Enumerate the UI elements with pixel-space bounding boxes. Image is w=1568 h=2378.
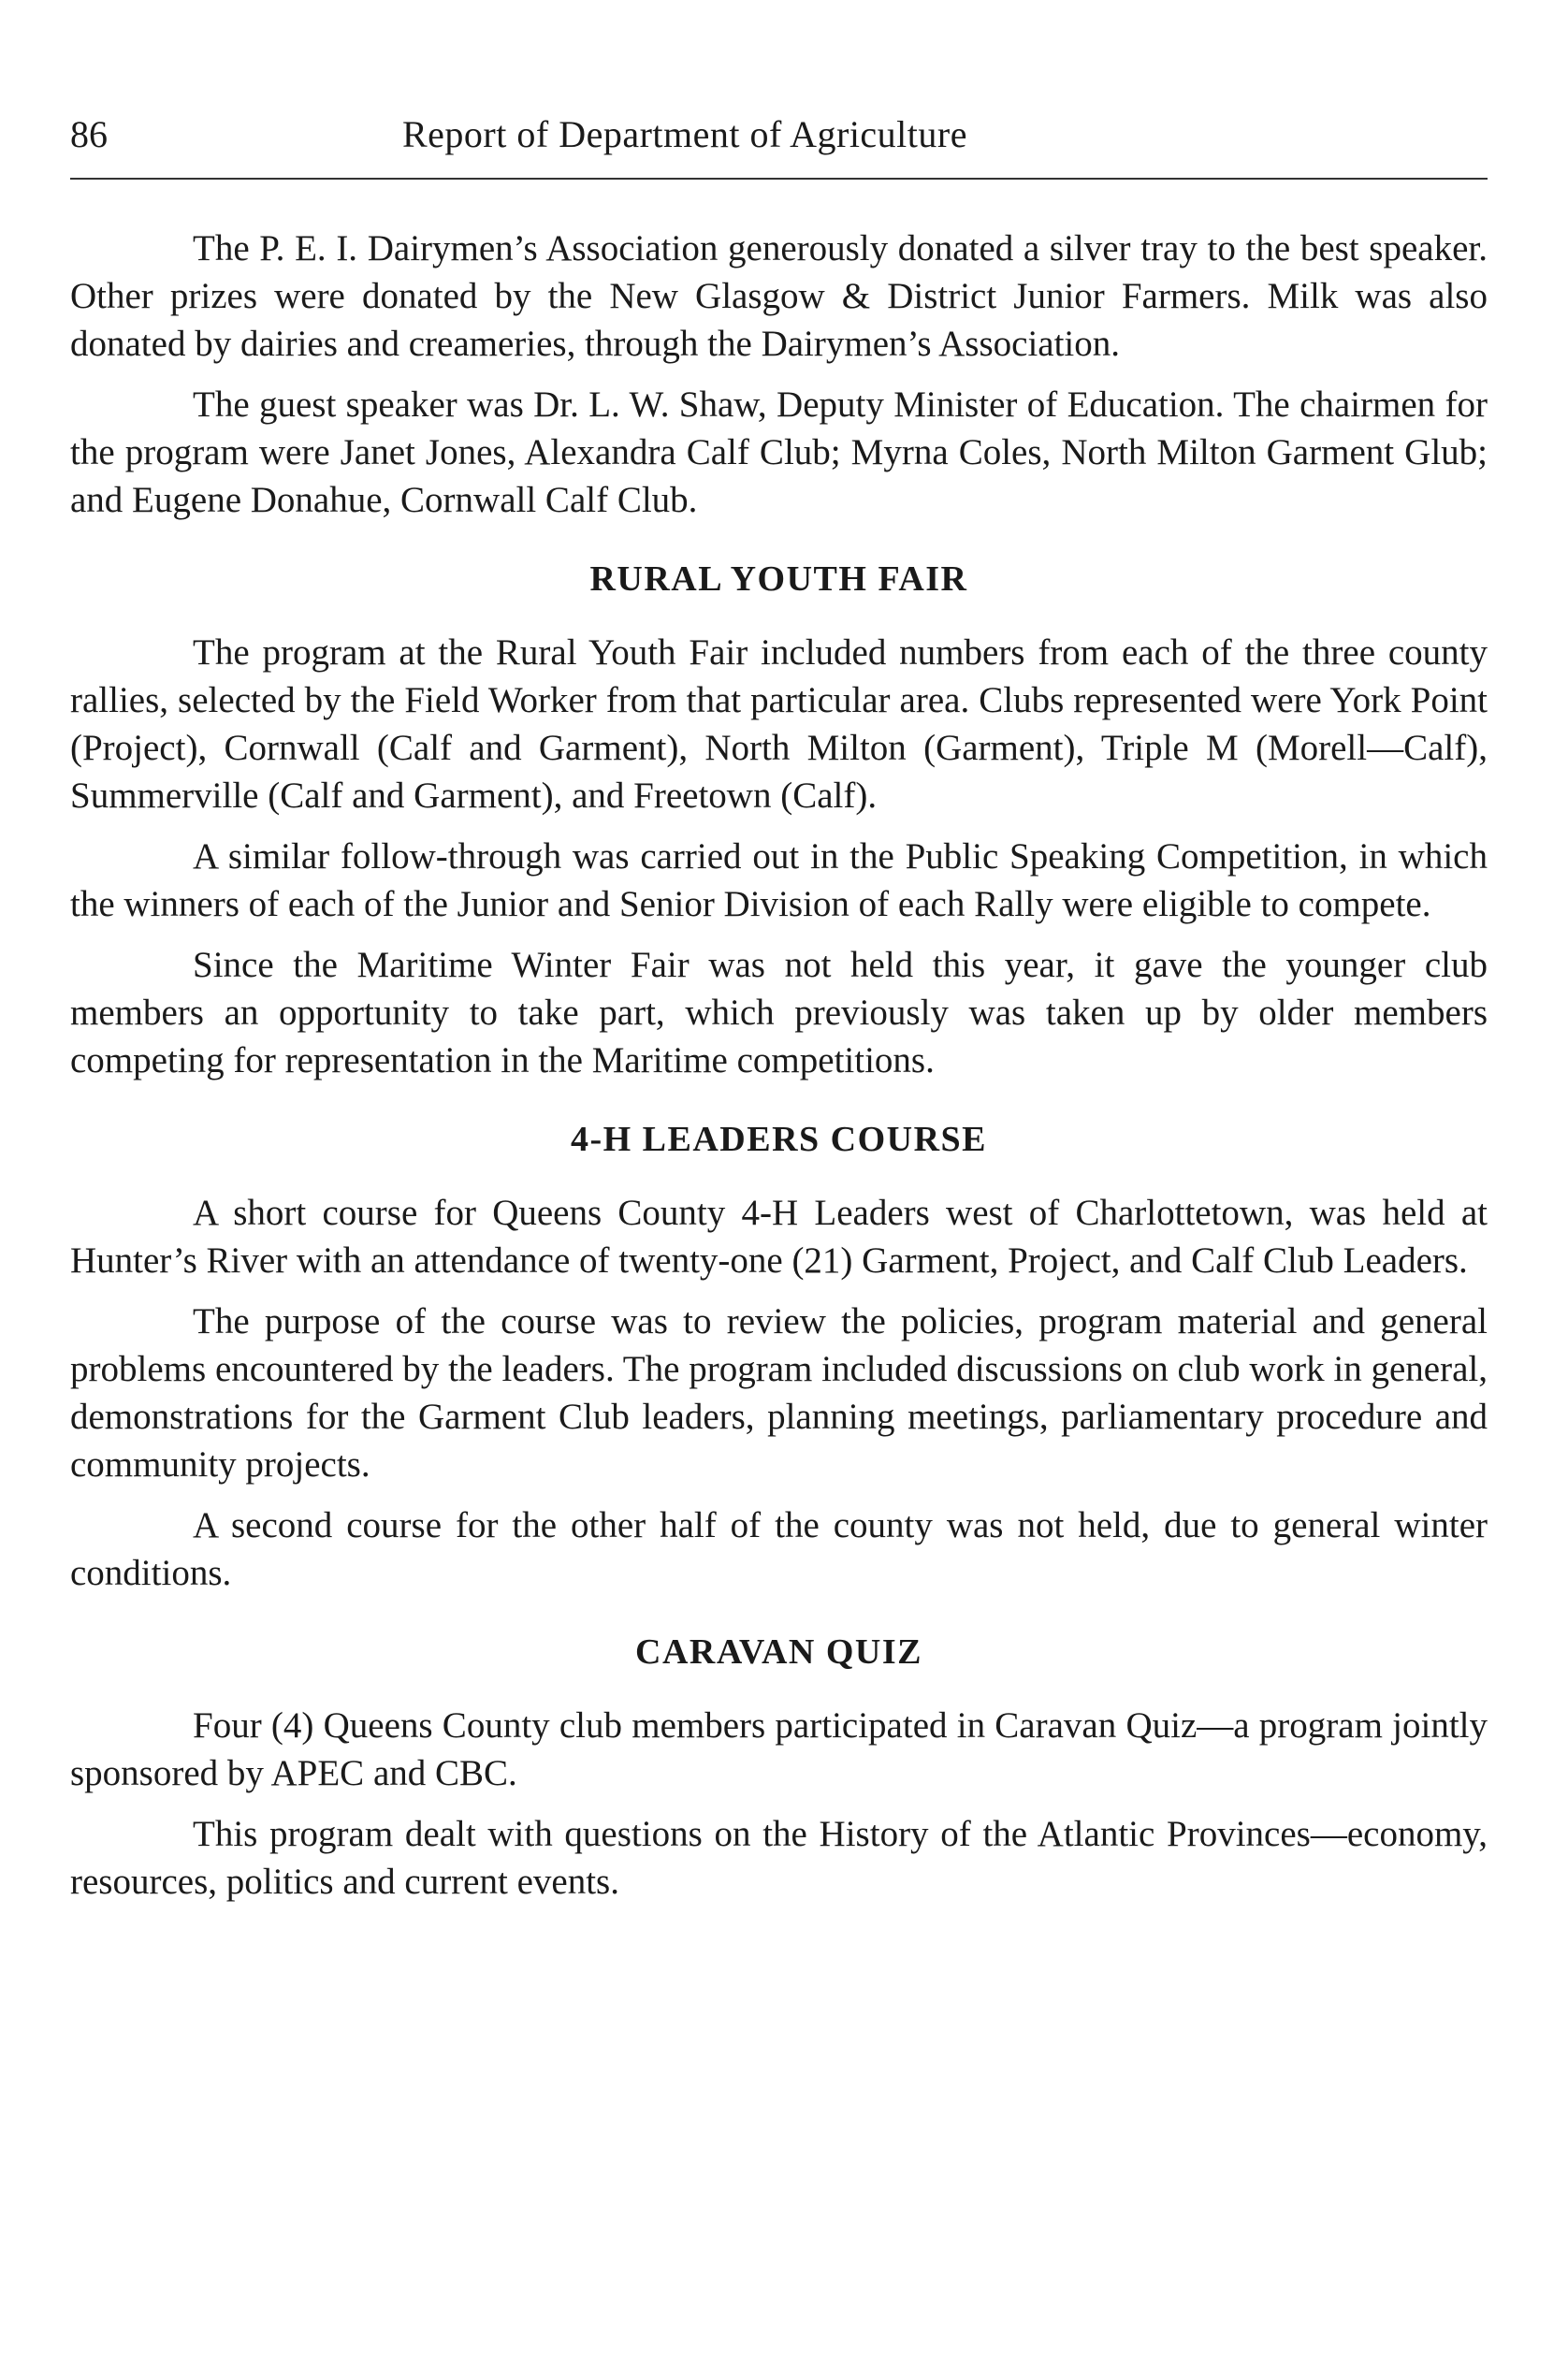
paragraph: Since the Maritime Winter Fair was not held this year, it gave the younger club members an opportunity to take part, which previously was taken up by older members competing for representation in the Maritime competitions. [70, 945, 1488, 1080]
page-header [70, 103, 1488, 168]
paragraph: The purpose of the course was to review the policies, program material and general problems encountered by the leaders. The program included discussions on club work in general, demonstrations for the Garment Club leaders, planning meetings, parliamentary procedure and community projects. [70, 1301, 1488, 1485]
paragraph: A second course for the other half of the county was not held, due to general winter conditions. [70, 1505, 1488, 1593]
paragraph: A similar follow-through was carried out in the Public Speaking Competition, in which the winners of each of the Junior and Senior Division of each Rally were eligible to compete. [70, 836, 1488, 924]
section-heading-leaders-course: 4-H LEADERS COURSE [570, 1120, 988, 1159]
section-heading-caravan-quiz: CARAVAN QUIZ [635, 1632, 922, 1672]
running-title: Report of Department of Agriculture [402, 113, 967, 155]
page-number: 86 [70, 113, 108, 155]
page-body [70, 225, 1488, 1919]
paragraph: The guest speaker was Dr. L. W. Shaw, Deputy Minister of Education. The chairmen for the program were Janet Jones, Alexandra Calf Club; Myrna Coles, North Milton Garment Glub; and Eugene Donahue, Cornwall Calf Club. [70, 384, 1488, 520]
paragraph: This program dealt with questions on the History of the Atlantic Provinces—economy, resources, politics and current events. [70, 1814, 1488, 1902]
paragraph: The program at the Rural Youth Fair included numbers from each of the three county rallies, selected by the Field Worker from that particular area. Clubs represented were York Point (Project), Cornwall (Calf and Garment), North Milton (Garment), Triple M (Morell—Calf), Summerville (Calf and Garment), and Freetown (Calf). [70, 632, 1488, 816]
section-heading-rural-youth-fair: RURAL YOUTH FAIR [589, 559, 968, 599]
paragraph: Four (4) Queens County club members participated in Caravan Quiz—a program jointly sponsored by APEC and CBC. [70, 1705, 1488, 1793]
paragraph: The P. E. I. Dairymen’s Association generously donated a silver tray to the best speaker. Other prizes were donated by the New Glasgow & District Junior Farmers. Milk was also donated by dairies and creameries, through the Dairymen’s Association. [70, 228, 1488, 364]
paragraph: A short course for Queens County 4-H Leaders west of Charlottetown, was held at Hunter’s River with an attendance of twenty-one (21) Garment, Project, and Calf Club Leaders. [70, 1193, 1488, 1281]
document-page [70, 103, 1488, 1902]
header-rule [70, 178, 1488, 180]
